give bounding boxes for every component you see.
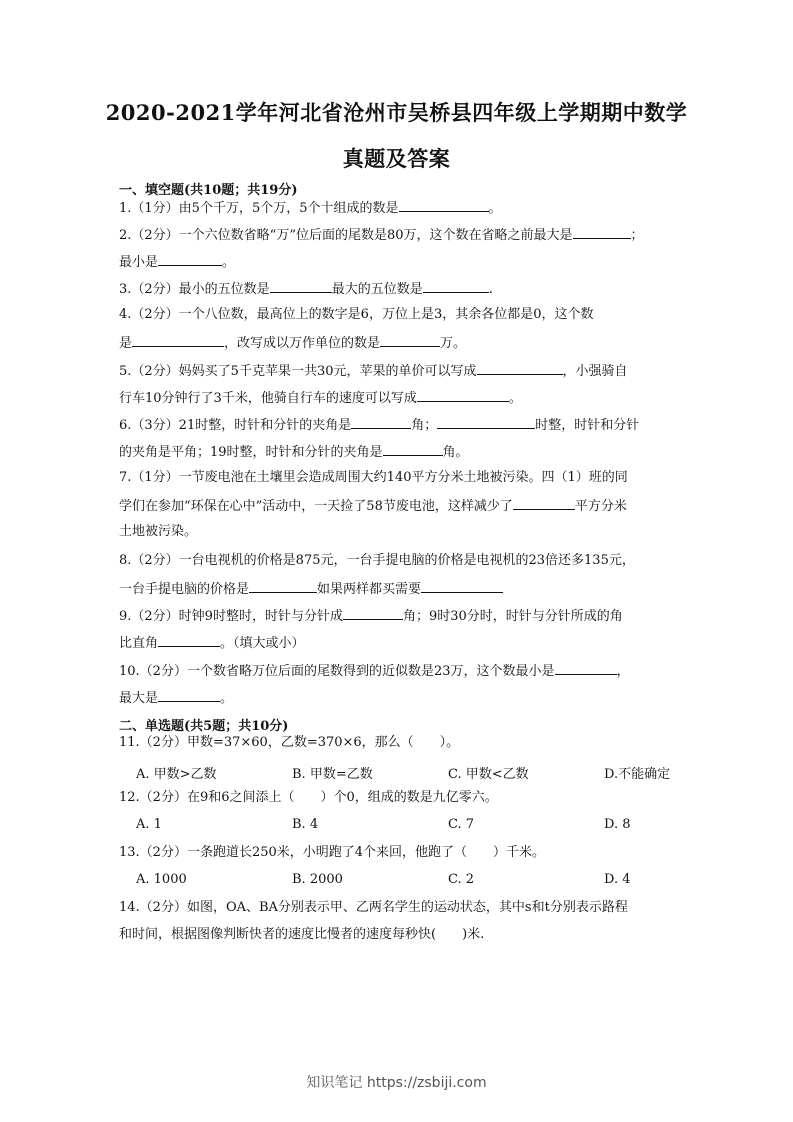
answer-blank[interactable] bbox=[399, 199, 489, 212]
q3-end: . bbox=[488, 282, 493, 297]
answer-blank[interactable] bbox=[477, 362, 563, 375]
question-1 bbox=[119, 199, 502, 217]
title-line-2: 真题及答案 bbox=[342, 146, 451, 171]
q7-text: 7.（1分）一节废电池在土壤里会造成周围大约140平方分米土地被污染。四（1）班的同 bbox=[119, 470, 628, 485]
option-a[interactable]: A. 甲数>乙数 bbox=[136, 767, 217, 782]
q5-end: 。 bbox=[508, 391, 522, 406]
answer-blank[interactable] bbox=[417, 389, 509, 402]
q8-text: 8.（2分）一台电视机的价格是875元，一台手提电脑的价格是电视机的23倍还多135元， bbox=[119, 553, 635, 568]
question-14-cont: 和时间，根据图像判断快者的速度比慢者的速度每秒快( )米. bbox=[119, 927, 485, 942]
answer-blank[interactable] bbox=[132, 334, 224, 347]
answer-blank[interactable] bbox=[573, 226, 631, 239]
q6-text: 6.（3分）21时整，时针和分针的夹角是 bbox=[119, 418, 352, 433]
q6-text-4: 的夹角是平角；19时整，时针和分针的夹角是 bbox=[119, 445, 383, 460]
option-c[interactable]: C. 2 bbox=[448, 872, 475, 887]
question-7-cont bbox=[119, 497, 627, 515]
question-6-cont bbox=[119, 443, 469, 461]
question-4 bbox=[119, 307, 594, 323]
option-d[interactable]: D. 4 bbox=[604, 872, 631, 887]
question-10 bbox=[119, 662, 630, 680]
question-13: 13.（2分）一条跑道长250米，小明跑了4个来回，他跑了（ ）千米。 bbox=[119, 845, 546, 860]
q4-end: 万。 bbox=[440, 336, 467, 351]
q3-text: 3.（2分）最小的五位数是 bbox=[119, 282, 270, 297]
section-fill-heading: 一、填空题(共10题；共19分) bbox=[119, 183, 298, 198]
question-3 bbox=[119, 280, 493, 298]
q2-text-2: 最小是 bbox=[119, 255, 159, 270]
option-a[interactable]: A. 1000 bbox=[136, 872, 187, 887]
question-14: 14.（2分）如图，OA、BA分别表示甲、乙两名学生的运动状态，其中s和t分别表示路程 bbox=[119, 900, 628, 915]
option-d[interactable]: D. 8 bbox=[604, 817, 631, 832]
question-9-cont bbox=[119, 634, 305, 652]
answer-blank[interactable] bbox=[421, 580, 503, 593]
q1-text: 1.（1分）由5个千万，5个万，5个十组成的数是 bbox=[119, 201, 399, 216]
answer-blank[interactable] bbox=[343, 607, 403, 620]
question-2-cont bbox=[119, 253, 235, 271]
answer-blank[interactable] bbox=[270, 280, 332, 293]
question-11: 11.（2分）甲数=37×60，乙数=370×6，那么（ ）。 bbox=[119, 735, 460, 750]
answer-blank[interactable] bbox=[513, 497, 575, 510]
answer-blank[interactable] bbox=[158, 689, 220, 702]
answer-blank[interactable] bbox=[380, 334, 440, 347]
q10-text-2: 最大是 bbox=[119, 691, 159, 706]
option-a[interactable]: A. 1 bbox=[136, 817, 162, 832]
option-b[interactable]: B. 2000 bbox=[292, 872, 343, 887]
option-c[interactable]: C. 甲数<乙数 bbox=[448, 767, 529, 782]
question-6 bbox=[119, 416, 639, 434]
q10-sep: ， bbox=[616, 664, 630, 679]
q7-end: 土地被污染。 bbox=[119, 524, 198, 539]
q9-text-3: 比直角 bbox=[119, 636, 159, 651]
question-2 bbox=[119, 226, 644, 244]
q6-text-2: 角； bbox=[411, 418, 438, 433]
question-5 bbox=[119, 362, 628, 380]
question-8-cont bbox=[119, 580, 503, 598]
q5-text-2: ，小强骑自 bbox=[562, 364, 628, 379]
answer-blank[interactable] bbox=[158, 634, 220, 647]
q4-text-3: ，改写成以万作单位的数是 bbox=[224, 336, 381, 351]
q5-text-3: 行车10分钟行了3千米，他骑自行车的速度可以写成 bbox=[119, 391, 417, 406]
q7-text-2: 学们在参加“环保在心中”活动中，一天捡了58节废电池，这样减少了 bbox=[119, 499, 513, 514]
question-7-cont-2 bbox=[119, 524, 197, 540]
q10-end: 。 bbox=[220, 691, 234, 706]
q2-sep: ； bbox=[630, 228, 644, 243]
question-7 bbox=[119, 470, 628, 486]
q9-text: 9.（2分）时钟9时整时，时针与分针成 bbox=[119, 609, 343, 624]
question-10-cont bbox=[119, 689, 233, 707]
answer-blank[interactable] bbox=[555, 662, 617, 675]
option-b[interactable]: B. 甲数=乙数 bbox=[292, 767, 373, 782]
q10-text: 10.（2分）一个数省略万位后面的尾数得到的近似数是23万，这个数最小是 bbox=[119, 664, 555, 679]
q8-text-3: 如果两样都买需要 bbox=[317, 582, 422, 597]
q4-text: 4.（2分）一个八位数，最高位上的数字是6，万位上是3，其余各位都是0，这个数 bbox=[119, 307, 594, 322]
question-8 bbox=[119, 553, 635, 569]
option-c[interactable]: C. 7 bbox=[448, 817, 475, 832]
q8-text-2: 一台手提电脑的价格是 bbox=[119, 582, 250, 597]
q2-text: 2.（2分）一个六位数省略“万”位后面的尾数是80万，这个数在省略之前最大是 bbox=[119, 228, 573, 243]
question-9 bbox=[119, 607, 623, 625]
q9-text-2: 角；9时30分时，时针与分针所成的角 bbox=[402, 609, 623, 624]
answer-blank[interactable] bbox=[158, 253, 222, 266]
footer-watermark: 知识笔记 https://zsbiji.com bbox=[306, 1075, 487, 1091]
answer-blank[interactable] bbox=[437, 416, 535, 429]
option-d[interactable]: D.不能确定 bbox=[604, 767, 671, 782]
q6-end: 角。 bbox=[442, 445, 469, 460]
q4-text-2: 是 bbox=[119, 336, 133, 351]
q1-end: 。 bbox=[488, 201, 502, 216]
answer-blank[interactable] bbox=[351, 416, 411, 429]
q5-text: 5.（2分）妈妈买了5千克苹果一共30元，苹果的单价可以写成 bbox=[119, 364, 477, 379]
question-5-cont bbox=[119, 389, 522, 407]
q9-end: 。（填大或小） bbox=[220, 636, 305, 651]
answer-blank[interactable] bbox=[423, 280, 489, 293]
q3-text-2: 最大的五位数是 bbox=[331, 282, 423, 297]
answer-blank[interactable] bbox=[383, 443, 443, 456]
question-4-cont bbox=[119, 334, 466, 352]
answer-blank[interactable] bbox=[249, 580, 317, 593]
question-12: 12.（2分）在9和6之间添上（ ）个0，组成的数是九亿零六。 bbox=[119, 790, 498, 805]
q2-end: 。 bbox=[222, 255, 236, 270]
q7-text-3: 平方分米 bbox=[574, 499, 627, 514]
q6-text-3: 时整，时针和分针 bbox=[535, 418, 640, 433]
title-line-1: 2020-2021学年河北省沧州市吴桥县四年级上学期期中数学 bbox=[105, 100, 688, 125]
section-choice-heading: 二、单选题(共5题；共10分) bbox=[119, 719, 289, 734]
option-b[interactable]: B. 4 bbox=[292, 817, 319, 832]
